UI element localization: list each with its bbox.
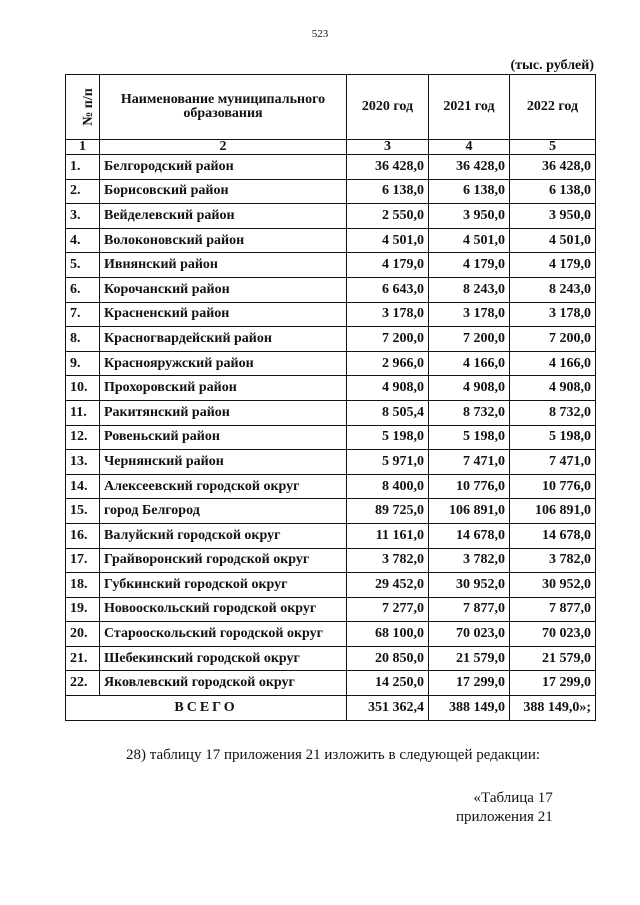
table-reference bbox=[456, 789, 553, 827]
value-2021: 4 179,0 bbox=[429, 253, 510, 278]
value-2021: 17 299,0 bbox=[429, 671, 510, 696]
municipality-name: Валуйский городской округ bbox=[100, 523, 347, 548]
value-2020: 4 179,0 bbox=[347, 253, 429, 278]
value-2021: 14 678,0 bbox=[429, 523, 510, 548]
col-index: 1 bbox=[66, 140, 100, 155]
value-2020: 3 178,0 bbox=[347, 302, 429, 327]
value-2020: 20 850,0 bbox=[347, 646, 429, 671]
row-number: 10. bbox=[66, 376, 100, 401]
value-2022: 3 950,0 bbox=[510, 204, 596, 229]
budget-table bbox=[65, 74, 596, 721]
value-2021: 5 198,0 bbox=[429, 425, 510, 450]
value-2022: 7 200,0 bbox=[510, 327, 596, 352]
value-2021: 8 732,0 bbox=[429, 400, 510, 425]
municipality-name: Ракитянский район bbox=[100, 400, 347, 425]
municipality-name: Новооскольский городской округ bbox=[100, 597, 347, 622]
header-2020: 2020 год bbox=[347, 75, 429, 140]
total-2020: 351 362,4 bbox=[347, 696, 429, 721]
table-row bbox=[66, 646, 596, 671]
value-2021: 3 782,0 bbox=[429, 548, 510, 573]
row-number: 5. bbox=[66, 253, 100, 278]
row-number: 21. bbox=[66, 646, 100, 671]
value-2020: 8 400,0 bbox=[347, 474, 429, 499]
table-row bbox=[66, 523, 596, 548]
value-2022: 3 178,0 bbox=[510, 302, 596, 327]
municipality-name: Губкинский городской округ bbox=[100, 573, 347, 598]
value-2020: 14 250,0 bbox=[347, 671, 429, 696]
header-name: Наименование муниципального образования bbox=[100, 75, 347, 140]
row-number: 3. bbox=[66, 204, 100, 229]
value-2020: 3 782,0 bbox=[347, 548, 429, 573]
municipality-name: Грайворонский городской округ bbox=[100, 548, 347, 573]
value-2021: 36 428,0 bbox=[429, 155, 510, 180]
value-2021: 3 178,0 bbox=[429, 302, 510, 327]
value-2022: 5 198,0 bbox=[510, 425, 596, 450]
row-number: 1. bbox=[66, 155, 100, 180]
table-row bbox=[66, 302, 596, 327]
row-number: 22. bbox=[66, 671, 100, 696]
municipality-name: Волоконовский район bbox=[100, 228, 347, 253]
total-label: ВСЕГО bbox=[66, 696, 347, 721]
table-row bbox=[66, 228, 596, 253]
value-2022: 70 023,0 bbox=[510, 622, 596, 647]
table-row bbox=[66, 253, 596, 278]
table-ref-line1: «Таблица 17 bbox=[473, 790, 553, 806]
value-2022: 36 428,0 bbox=[510, 155, 596, 180]
municipality-name: Ровеньский район bbox=[100, 425, 347, 450]
municipality-name: Краснояружский район bbox=[100, 351, 347, 376]
value-2021: 3 950,0 bbox=[429, 204, 510, 229]
row-number: 19. bbox=[66, 597, 100, 622]
col-index: 5 bbox=[510, 140, 596, 155]
value-2021: 106 891,0 bbox=[429, 499, 510, 524]
table-row bbox=[66, 204, 596, 229]
value-2021: 4 908,0 bbox=[429, 376, 510, 401]
value-2020: 36 428,0 bbox=[347, 155, 429, 180]
table-row bbox=[66, 450, 596, 475]
value-2020: 5 198,0 bbox=[347, 425, 429, 450]
total-2022: 388 149,0»; bbox=[510, 696, 596, 721]
value-2020: 68 100,0 bbox=[347, 622, 429, 647]
municipality-name: Яковлевский городской округ bbox=[100, 671, 347, 696]
value-2021: 8 243,0 bbox=[429, 277, 510, 302]
value-2022: 4 501,0 bbox=[510, 228, 596, 253]
municipality-name: город Белгород bbox=[100, 499, 347, 524]
table-row bbox=[66, 548, 596, 573]
table-row bbox=[66, 425, 596, 450]
table-row bbox=[66, 179, 596, 204]
row-number: 2. bbox=[66, 179, 100, 204]
col-index: 2 bbox=[100, 140, 347, 155]
value-2022: 30 952,0 bbox=[510, 573, 596, 598]
municipality-name: Алексеевский городской округ bbox=[100, 474, 347, 499]
municipality-name: Корочанский район bbox=[100, 277, 347, 302]
value-2020: 2 966,0 bbox=[347, 351, 429, 376]
table-row bbox=[66, 597, 596, 622]
instruction-text: 28) таблицу 17 приложения 21 изложить в следующей редакции: bbox=[126, 747, 541, 763]
municipality-name: Вейделевский район bbox=[100, 204, 347, 229]
row-number: 8. bbox=[66, 327, 100, 352]
units-label: (тыс. рублей) bbox=[510, 58, 594, 73]
value-2022: 4 179,0 bbox=[510, 253, 596, 278]
row-number: 11. bbox=[66, 400, 100, 425]
value-2022: 14 678,0 bbox=[510, 523, 596, 548]
total-2021: 388 149,0 bbox=[429, 696, 510, 721]
value-2021: 6 138,0 bbox=[429, 179, 510, 204]
col-index: 3 bbox=[347, 140, 429, 155]
municipality-name: Старооскольский городской округ bbox=[100, 622, 347, 647]
municipality-name: Шебекинский городской округ bbox=[100, 646, 347, 671]
table-row bbox=[66, 499, 596, 524]
total-row bbox=[66, 696, 596, 721]
value-2020: 11 161,0 bbox=[347, 523, 429, 548]
value-2021: 7 877,0 bbox=[429, 597, 510, 622]
table-row bbox=[66, 327, 596, 352]
value-2021: 10 776,0 bbox=[429, 474, 510, 499]
value-2021: 21 579,0 bbox=[429, 646, 510, 671]
value-2022: 8 243,0 bbox=[510, 277, 596, 302]
value-2022: 8 732,0 bbox=[510, 400, 596, 425]
value-2021: 7 200,0 bbox=[429, 327, 510, 352]
row-number: 7. bbox=[66, 302, 100, 327]
row-number: 6. bbox=[66, 277, 100, 302]
value-2020: 6 643,0 bbox=[347, 277, 429, 302]
value-2021: 70 023,0 bbox=[429, 622, 510, 647]
table-row bbox=[66, 474, 596, 499]
value-2022: 106 891,0 bbox=[510, 499, 596, 524]
value-2021: 7 471,0 bbox=[429, 450, 510, 475]
row-number: 20. bbox=[66, 622, 100, 647]
value-2022: 17 299,0 bbox=[510, 671, 596, 696]
table-row bbox=[66, 376, 596, 401]
value-2022: 10 776,0 bbox=[510, 474, 596, 499]
table-row bbox=[66, 400, 596, 425]
table-row bbox=[66, 155, 596, 180]
value-2020: 5 971,0 bbox=[347, 450, 429, 475]
table-row bbox=[66, 277, 596, 302]
value-2020: 89 725,0 bbox=[347, 499, 429, 524]
page-number: 523 bbox=[311, 28, 329, 40]
row-number: 9. bbox=[66, 351, 100, 376]
value-2020: 7 200,0 bbox=[347, 327, 429, 352]
table-row bbox=[66, 573, 596, 598]
municipality-name: Красненский район bbox=[100, 302, 347, 327]
column-index-row bbox=[66, 140, 596, 155]
value-2020: 4 908,0 bbox=[347, 376, 429, 401]
value-2022: 3 782,0 bbox=[510, 548, 596, 573]
row-number: 4. bbox=[66, 228, 100, 253]
municipality-name: Борисовский район bbox=[100, 179, 347, 204]
table-ref-line2: приложения 21 bbox=[456, 809, 553, 825]
value-2020: 4 501,0 bbox=[347, 228, 429, 253]
value-2020: 6 138,0 bbox=[347, 179, 429, 204]
value-2021: 4 501,0 bbox=[429, 228, 510, 253]
header-row bbox=[66, 75, 596, 140]
header-num: № п/п bbox=[66, 75, 100, 140]
header-2022: 2022 год bbox=[510, 75, 596, 140]
row-number: 12. bbox=[66, 425, 100, 450]
municipality-name: Чернянский район bbox=[100, 450, 347, 475]
col-index: 4 bbox=[429, 140, 510, 155]
municipality-name: Белгородский район bbox=[100, 155, 347, 180]
value-2022: 21 579,0 bbox=[510, 646, 596, 671]
header-2021: 2021 год bbox=[429, 75, 510, 140]
value-2020: 2 550,0 bbox=[347, 204, 429, 229]
value-2021: 30 952,0 bbox=[429, 573, 510, 598]
value-2022: 4 908,0 bbox=[510, 376, 596, 401]
value-2022: 7 471,0 bbox=[510, 450, 596, 475]
row-number: 14. bbox=[66, 474, 100, 499]
value-2022: 4 166,0 bbox=[510, 351, 596, 376]
value-2020: 7 277,0 bbox=[347, 597, 429, 622]
value-2020: 29 452,0 bbox=[347, 573, 429, 598]
municipality-name: Прохоровский район bbox=[100, 376, 347, 401]
value-2022: 7 877,0 bbox=[510, 597, 596, 622]
municipality-name: Ивнянский район bbox=[100, 253, 347, 278]
row-number: 16. bbox=[66, 523, 100, 548]
table-row bbox=[66, 351, 596, 376]
row-number: 15. bbox=[66, 499, 100, 524]
table-row bbox=[66, 622, 596, 647]
row-number: 18. bbox=[66, 573, 100, 598]
municipality-name: Красногвардейский район bbox=[100, 327, 347, 352]
value-2022: 6 138,0 bbox=[510, 179, 596, 204]
value-2021: 4 166,0 bbox=[429, 351, 510, 376]
row-number: 13. bbox=[66, 450, 100, 475]
table-row bbox=[66, 671, 596, 696]
value-2020: 8 505,4 bbox=[347, 400, 429, 425]
row-number: 17. bbox=[66, 548, 100, 573]
